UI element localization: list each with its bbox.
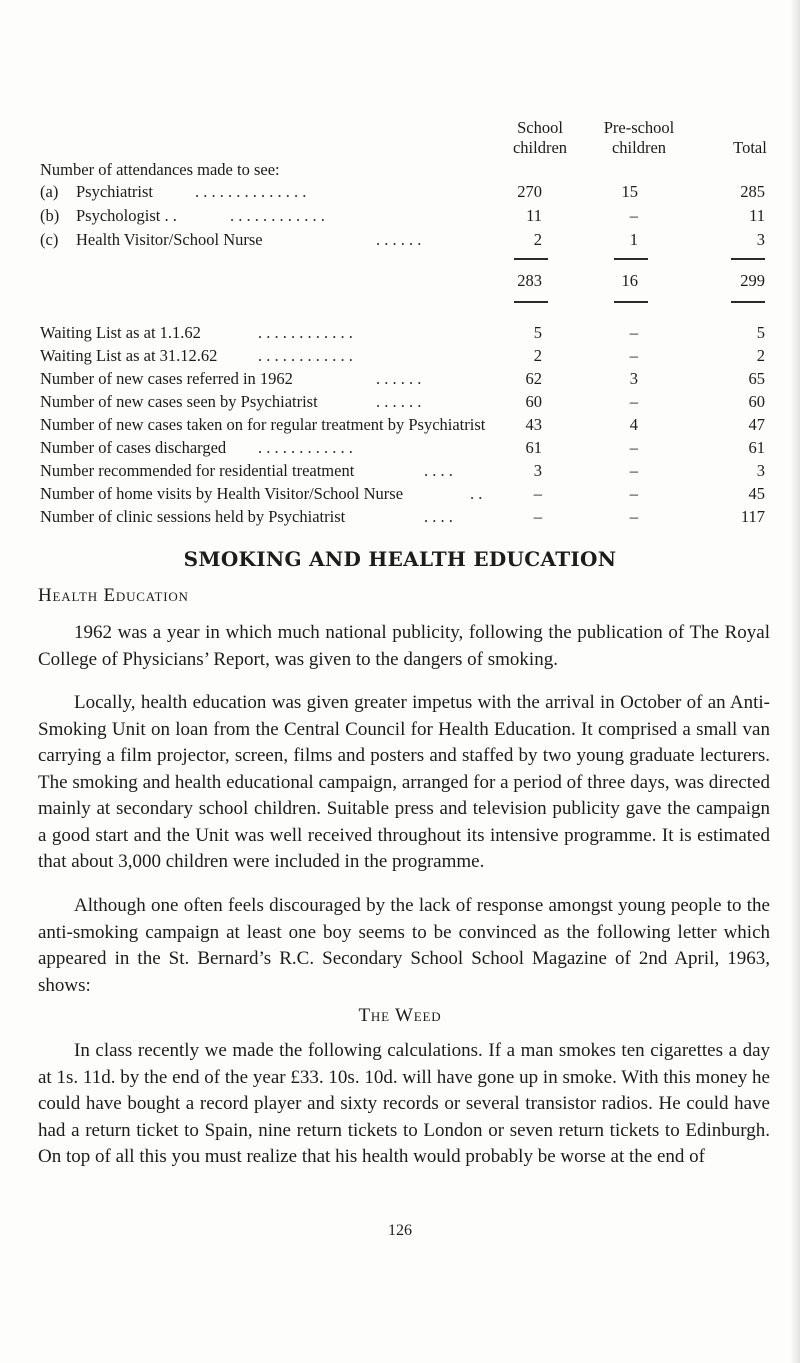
row-label xyxy=(40,180,153,204)
cell-total: 11 xyxy=(749,206,765,225)
cell-total: 285 xyxy=(740,182,765,201)
cell-school: 2 xyxy=(533,346,542,365)
cell-school: – xyxy=(533,484,542,503)
cell-preschool: 1 xyxy=(629,230,638,249)
dot-leader: . . . . . . xyxy=(376,230,422,249)
column-header-total xyxy=(720,138,780,158)
dot-leader: . . . . xyxy=(424,461,453,480)
column-header-school-line2: children xyxy=(512,138,568,157)
cell-total: 3 xyxy=(756,230,765,249)
table-row xyxy=(0,344,800,368)
dot-leader: . . . . . . . . . . . . xyxy=(258,323,353,342)
dot-leader: . . . . . . . . . . . . xyxy=(230,206,325,225)
total-total: 299 xyxy=(740,271,765,290)
table-row xyxy=(0,505,800,529)
cell-total: 5 xyxy=(756,323,765,342)
subheading: Health Education xyxy=(38,585,189,606)
row-label xyxy=(40,228,263,252)
rule-below-total-total xyxy=(731,301,765,303)
table-row xyxy=(0,321,800,345)
row-label: Number of cases discharged xyxy=(40,438,227,457)
cell-school: 60 xyxy=(525,392,542,411)
cell-total: 3 xyxy=(756,461,765,480)
table-row xyxy=(0,436,800,460)
column-header-school-line1: School xyxy=(517,118,563,137)
cell-total: 60 xyxy=(748,392,765,411)
paragraph-2: Locally, health education was given greater impetus with the arrival in October of an Anti-Smoking Unit on loan from the Central Council for Health Education. It comprised a small van carrying a film projector, screen, films and posters and staffed by two young graduate lecturers. The smoking and health educational campaign, arranged for a period of three days, was directed mainly at secondary school children. Suitable press and television publicity gave the campaign a good start and the Unit was well received throughout its intensive programme. It is estimated that about 3,000 children were included in the programme. xyxy=(38,692,770,872)
attendances-heading: Number of attendances made to see: xyxy=(40,160,280,179)
row-label-text: Health Visitor/School Nurse xyxy=(76,230,263,249)
table-row xyxy=(0,482,800,506)
page-number: 126 xyxy=(388,1222,412,1239)
cell-total: 2 xyxy=(756,346,765,365)
totals-row xyxy=(0,269,800,293)
dot-leader: . . . . . . xyxy=(376,392,422,411)
cell-school: 11 xyxy=(526,206,542,225)
cell-total: 45 xyxy=(748,484,765,503)
row-label: Waiting List as at 31.12.62 xyxy=(40,346,218,365)
dot-leader: . . . . xyxy=(424,507,453,526)
dot-leader: . . . . . . . . . . . . . . xyxy=(195,182,307,201)
row-label: Number of home visits by Health Visitor/School Nurse xyxy=(40,484,404,503)
cell-school: 3 xyxy=(533,461,542,480)
paragraph-1: 1962 was a year in which much national publicity, following the publication of The Royal College of Physicians’ Report, was given to the dangers of smoking. xyxy=(38,622,770,670)
paragraph-3: Although one often feels discouraged by the lack of response amongst young people to the anti-smoking campaign at least one boy seems to be convinced as the following letter which appeared in the St. Bernard’s R.C. Secondary School School Magazine of 2nd April, 1963, shows: xyxy=(38,895,770,996)
cell-preschool: – xyxy=(629,484,638,503)
cell-school: 2 xyxy=(533,230,542,249)
table-row xyxy=(0,459,800,483)
letter-title: The Weed xyxy=(358,1005,442,1026)
row-label: Number of new cases taken on for regular treatment by Psychiatrist xyxy=(40,415,486,434)
column-header-preschool xyxy=(584,118,694,158)
dot-leader: . . . . . . . . . . . . xyxy=(258,346,353,365)
table-row xyxy=(0,413,800,437)
row-label: Number of new cases referred in 1962 xyxy=(40,369,293,388)
dot-leader: . . . . . . xyxy=(376,369,422,388)
table-row xyxy=(0,228,800,252)
cell-preschool: – xyxy=(629,438,638,457)
row-label: Number recommended for residential treatment xyxy=(40,461,355,480)
row-letter: (c) xyxy=(40,230,59,249)
cell-total: 47 xyxy=(748,415,765,434)
row-label: Number of new cases seen by Psychiatrist xyxy=(40,392,318,411)
cell-school: 270 xyxy=(517,182,542,201)
cell-preschool: – xyxy=(629,392,638,411)
column-header-school xyxy=(500,118,580,158)
cell-school: – xyxy=(533,507,542,526)
column-header-preschool-line2: children xyxy=(611,138,667,157)
cell-preschool: 4 xyxy=(629,415,638,434)
cell-total: 117 xyxy=(740,507,765,526)
section-heading: SMOKING AND HEALTH EDUCATION xyxy=(183,547,617,571)
column-header-preschool-line1: Pre-school xyxy=(603,118,675,137)
cell-total: 65 xyxy=(748,369,765,388)
column-header-total-line2: Total xyxy=(733,138,767,157)
table-row xyxy=(0,367,800,391)
cell-total: 61 xyxy=(748,438,765,457)
total-preschool: 16 xyxy=(621,271,638,290)
attendances-heading-row xyxy=(0,158,800,182)
cell-school: 5 xyxy=(533,323,542,342)
letter-text: In class recently we made the following calculations. If a man smokes ten cigarettes a day at 1s. 11d. by the end of the year £33. 10s. 10d. will have gone up in smoke. With this money he could have bought a record player and sixty records or several transistor radios. He could have had a return ticket to Spain, nine return tickets to London or seven return tickets to Edinburgh. On top of all this you must realize that his health would probably be worse at the end of xyxy=(38,1040,770,1167)
cell-preschool: – xyxy=(629,507,638,526)
rule-below-total-preschool xyxy=(614,301,648,303)
cell-preschool: 3 xyxy=(629,369,638,388)
row-label: Waiting List as at 1.1.62 xyxy=(40,323,201,342)
total-school: 283 xyxy=(517,271,542,290)
table-row xyxy=(0,180,800,204)
table-row xyxy=(0,204,800,228)
dot-leader: . . . . . . . . . . . . xyxy=(258,438,353,457)
cell-preschool: – xyxy=(629,461,638,480)
row-label: Number of clinic sessions held by Psychiatrist xyxy=(40,507,346,526)
row-letter: (b) xyxy=(40,206,60,225)
table-row xyxy=(0,390,800,414)
cell-school: 61 xyxy=(525,438,542,457)
row-label-text: Psychiatrist xyxy=(76,182,153,201)
cell-preschool: – xyxy=(629,346,638,365)
rule-below-total-school xyxy=(514,301,548,303)
row-label xyxy=(40,204,177,228)
rule-above-total-preschool xyxy=(614,258,648,260)
cell-preschool: – xyxy=(629,206,638,225)
cell-preschool: 15 xyxy=(621,182,638,201)
dot-leader: . . xyxy=(470,484,483,503)
row-label-text: Psychologist . . xyxy=(76,206,177,225)
rule-above-total-total xyxy=(731,258,765,260)
rule-above-total-school xyxy=(514,258,548,260)
cell-school: 43 xyxy=(525,415,542,434)
cell-school: 62 xyxy=(525,369,542,388)
cell-preschool: – xyxy=(629,323,638,342)
row-letter: (a) xyxy=(40,182,59,201)
